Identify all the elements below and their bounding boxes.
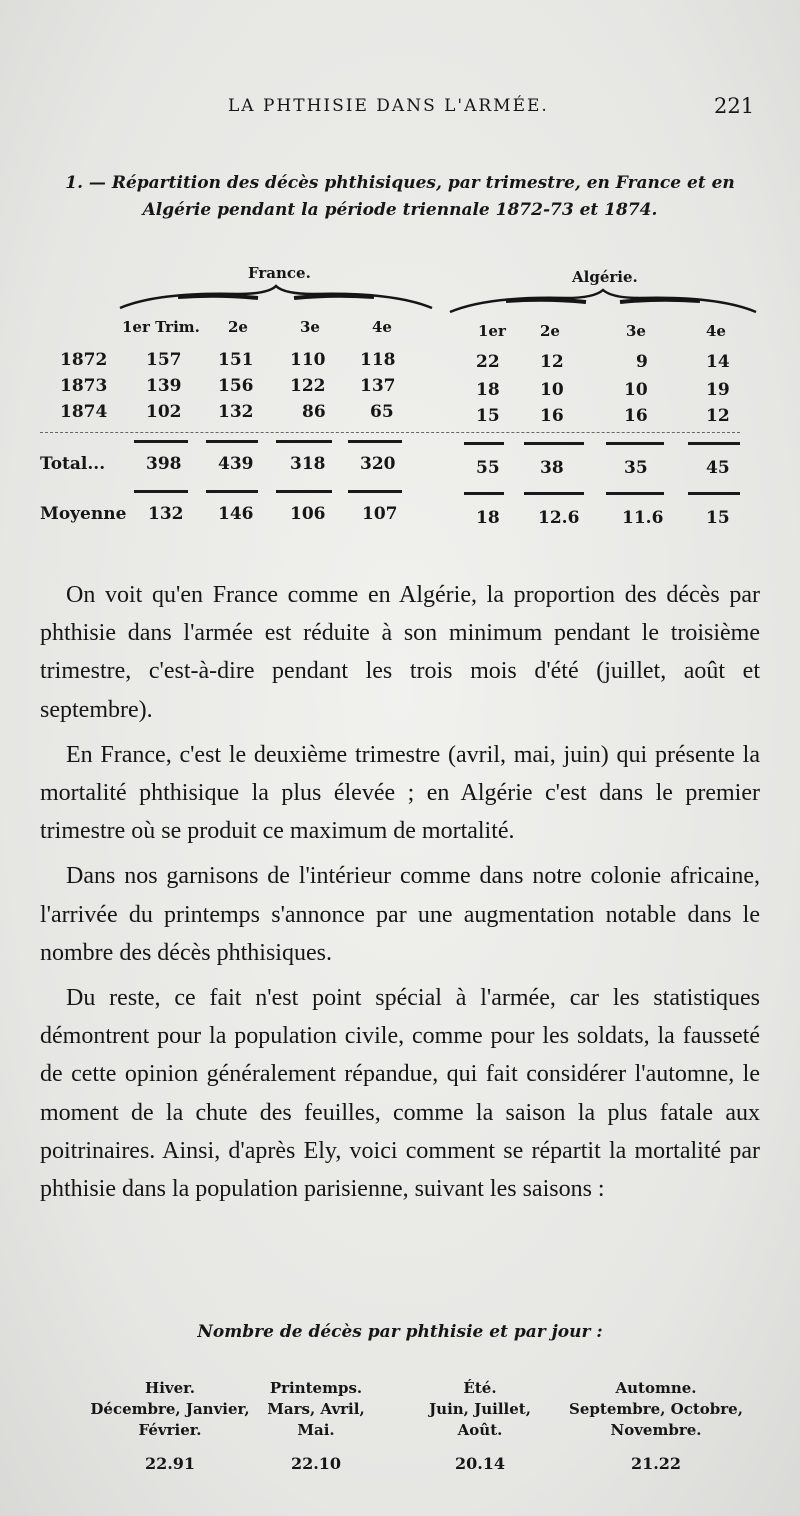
cell: 18 — [476, 380, 500, 400]
caption-text-1: Répartition des décès phthisiques, par trimestre, en France et en — [111, 173, 735, 193]
cell: 137 — [360, 376, 396, 396]
cell: 38 — [540, 458, 564, 478]
cell: 398 — [146, 454, 182, 474]
cell: 318 — [290, 454, 326, 474]
season-value: 21.22 — [630, 1454, 682, 1473]
cell: 16 — [540, 406, 564, 426]
cell: 102 — [146, 402, 182, 422]
cell: 156 — [218, 376, 254, 396]
season-autumn — [556, 1378, 756, 1474]
cell: 11.6 — [622, 508, 664, 528]
cell: 118 — [360, 350, 396, 370]
cell: 439 — [218, 454, 254, 474]
col-header-algeria-q4: 4e — [706, 322, 726, 340]
season-months: Décembre, Janvier, — [90, 1400, 250, 1418]
region-label-algeria: Algérie. — [572, 268, 638, 286]
col-header-algeria-q1: 1er — [478, 322, 506, 340]
sum-rule — [206, 440, 258, 443]
cell: 18 — [476, 508, 500, 528]
cell: 12 — [706, 406, 730, 426]
season-table-caption: Nombre de décès par phthisie et par jour : — [197, 1322, 603, 1342]
sum-rule — [276, 440, 332, 443]
row-divider — [40, 432, 740, 433]
cell: 132 — [148, 504, 184, 524]
cell: 132 — [218, 402, 254, 422]
season-name: Printemps. — [269, 1379, 363, 1397]
cell: 65 — [370, 402, 394, 422]
season-months: Novembre. — [610, 1421, 702, 1439]
cell: 22 — [476, 352, 500, 372]
cell: 15 — [706, 508, 730, 528]
season-months: Mai. — [297, 1421, 335, 1439]
sum-rule — [134, 440, 188, 443]
season-value: 22.10 — [290, 1454, 342, 1473]
cell: 146 — [218, 504, 254, 524]
sum-rule — [606, 442, 664, 445]
cell: 12.6 — [538, 508, 580, 528]
paragraph: Dans nos garnisons de l'intérieur comme dans notre colonie africaine, l'arrivée du printemps s'annonce par une augmentation notable dans le nombre des décès phthisiques. — [40, 863, 760, 966]
cell: 110 — [290, 350, 326, 370]
season-value: 20.14 — [454, 1454, 506, 1473]
sum-rule — [688, 442, 740, 445]
season-months: Février. — [138, 1421, 202, 1439]
avg-rule — [206, 490, 258, 493]
season-summer — [420, 1378, 540, 1474]
cell: 16 — [624, 406, 648, 426]
avg-rule — [464, 492, 504, 495]
cell: 15 — [476, 406, 500, 426]
paragraph: En France, c'est le deuxième trimestre (avril, mai, juin) qui présente la mortalité phthisique la plus élevée ; en Algérie c'est dans le premier trimestre où se produit ce maximum de mortalité. — [40, 741, 760, 845]
avg-rule — [348, 490, 402, 493]
sum-rule — [524, 442, 584, 445]
season-spring — [256, 1378, 376, 1474]
cell: 12 — [540, 352, 564, 372]
season-months: Mars, Avril, — [267, 1400, 365, 1418]
season-months: Août. — [457, 1421, 503, 1439]
col-header-france-q2: 2e — [228, 318, 248, 336]
brace-france — [118, 284, 434, 312]
season-months: Septembre, Octobre, — [569, 1400, 743, 1418]
body-text — [40, 576, 760, 1215]
cell: 35 — [624, 458, 648, 478]
region-label-france: France. — [248, 264, 311, 282]
season-value: 22.91 — [144, 1454, 196, 1473]
season-months: Juin, Juillet, — [429, 1400, 531, 1418]
col-header-france-q3: 3e — [300, 318, 320, 336]
caption-number: 1. — — [65, 173, 106, 193]
average-label: Moyenne — [40, 504, 127, 524]
cell: 9 — [636, 352, 648, 372]
running-head — [0, 96, 800, 126]
caption-line-1 — [40, 170, 760, 197]
caption-line-2: Algérie pendant la période triennale 1872-73 et 1874. — [142, 200, 658, 220]
col-header-france-q4: 4e — [372, 318, 392, 336]
cell: 86 — [302, 402, 326, 422]
cell: 139 — [146, 376, 182, 396]
cell: 106 — [290, 504, 326, 524]
avg-rule — [688, 492, 740, 495]
cell: 45 — [706, 458, 730, 478]
paragraph: Du reste, ce fait n'est point spécial à l'armée, car les statistiques démontrent pour la population civile, comme pour les soldats, la fausseté de cette opinion généralement répandue, qui fait considérer l'automne, le moment de la chute des feuilles, comme la saison la plus fatale aux poitrinaires. Ainsi, d'après Ely, voici comment se répartit la mortalité par phthisie dans la population parisienne, suivant les saisons : — [40, 985, 760, 1203]
row-label-1874: 1874 — [60, 402, 108, 422]
avg-rule — [524, 492, 584, 495]
sum-rule — [464, 442, 504, 445]
avg-rule — [134, 490, 188, 493]
cell: 19 — [706, 380, 730, 400]
running-title: LA PHTHISIE DANS L'ARMÉE. — [228, 96, 549, 116]
page-number: 221 — [714, 94, 755, 118]
season-name: Automne. — [615, 1379, 697, 1397]
row-label-1873: 1873 — [60, 376, 108, 396]
row-label-1872: 1872 — [60, 350, 108, 370]
cell: 151 — [218, 350, 254, 370]
season-winter — [70, 1378, 270, 1474]
cell: 122 — [290, 376, 326, 396]
cell: 10 — [624, 380, 648, 400]
cell: 10 — [540, 380, 564, 400]
season-name: Hiver. — [145, 1379, 195, 1397]
cell: 14 — [706, 352, 730, 372]
brace-algeria — [448, 288, 758, 316]
col-header-algeria-q2: 2e — [540, 322, 560, 340]
cell: 157 — [146, 350, 182, 370]
paragraph: On voit qu'en France comme en Algérie, la proportion des décès par phthisie dans l'armée est réduite à son minimum pendant le troisième trimestre, c'est-à-dire pendant les trois mois d'été (juillet, août et septembre). — [40, 582, 760, 723]
col-header-algeria-q3: 3e — [626, 322, 646, 340]
season-name: Été. — [463, 1379, 497, 1397]
avg-rule — [276, 490, 332, 493]
cell: 320 — [360, 454, 396, 474]
total-label: Total... — [40, 454, 106, 474]
cell: 55 — [476, 458, 500, 478]
sum-rule — [348, 440, 402, 443]
cell: 107 — [362, 504, 398, 524]
col-header-france-q1: 1er Trim. — [122, 318, 200, 336]
avg-rule — [606, 492, 664, 495]
table-caption — [40, 170, 760, 224]
